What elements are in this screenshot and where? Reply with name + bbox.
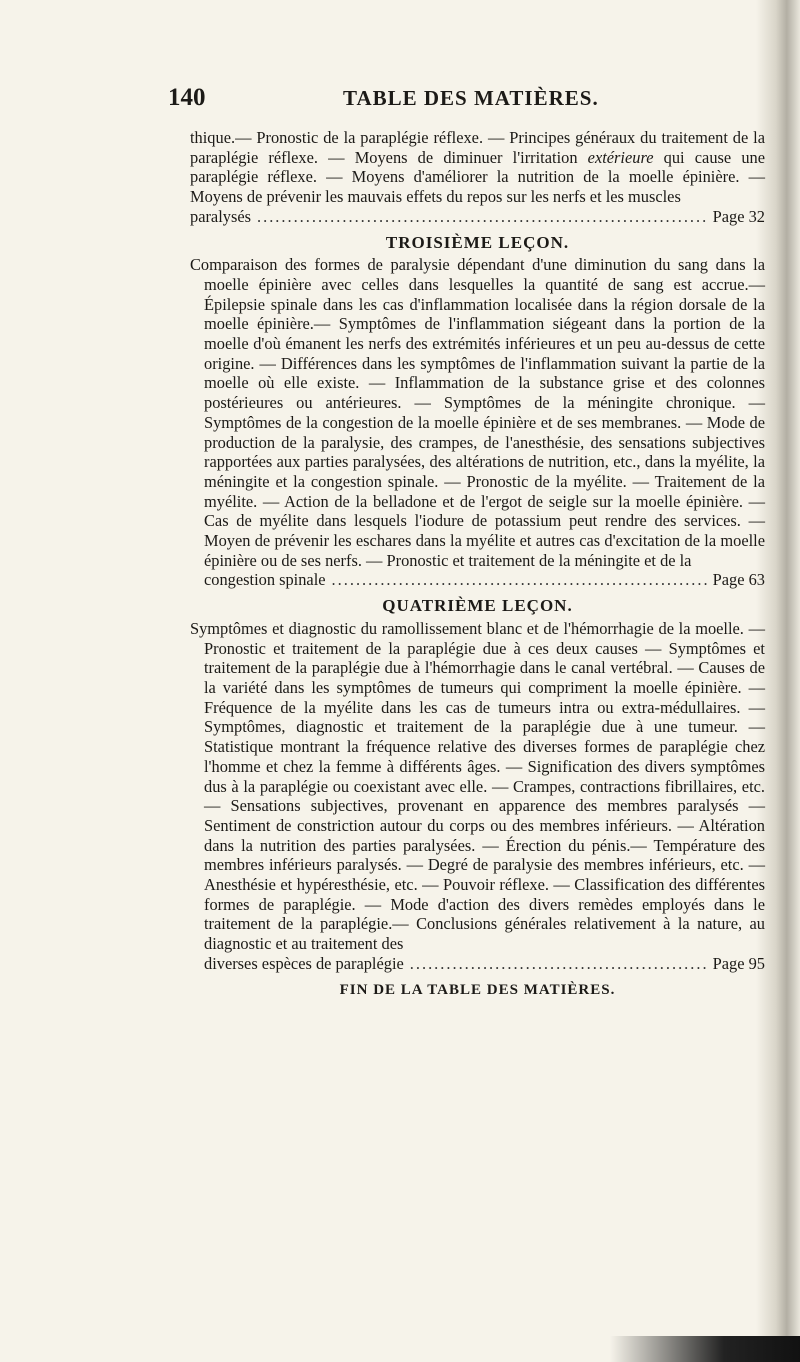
leader-dots [332, 570, 707, 590]
leader-dots [410, 954, 707, 974]
page-ref: Page 63 [712, 570, 765, 590]
entry-italic-word: extérieure [587, 147, 654, 167]
page-header [168, 84, 768, 114]
leader-dots [257, 207, 707, 227]
table-of-contents [190, 128, 765, 1000]
page-reference-line [204, 570, 765, 590]
page-reference-line [190, 207, 765, 227]
end-of-table: FIN DE LA TABLE DES MATIÈRES. [339, 981, 616, 998]
running-title: TABLE DES MATIÈRES. [343, 86, 599, 110]
entry-last-line: diverses espèces de paraplégie [204, 953, 404, 973]
continued-entry [190, 128, 765, 207]
page-reference-line [204, 954, 765, 974]
entry-text: thique.— Pronostic de la paraplégie réflexe. — Principes généraux du traitement de la paraplégie réflexe. — Moyens de diminuer l'irritation [190, 128, 765, 167]
lesson-heading: TROISIÈME LEÇON. [385, 232, 570, 252]
lesson-heading: QUATRIÈME LEÇON. [382, 596, 573, 616]
entry-last-line: paralysés [190, 206, 251, 226]
page-ref: Page 95 [712, 953, 765, 973]
page-number: 140 [168, 84, 206, 111]
page-ref: Page 32 [712, 206, 765, 226]
entry-last-line: congestion spinale [204, 570, 326, 590]
lesson-summary: Comparaison des formes de paralysie dépendant d'une diminution du sang dans la moelle épinière avec celles dans lesquelles la quantité de sang est accrue.— Épilepsie spinale dans les cas d'inflammation localisée dans la région dorsale de la moelle épinière.— Symptômes de l'inflammation siégeant dans la portion de la moelle d'où émanent les nerfs des extrémités inférieures et un peu au-dessus de cette origine. — Différences dans les symptômes de l'inflammation suivant la partie de la moelle où elle existe. — Inflammation de la substance grise et des colonnes postérieures ou antérieures. — Symptômes de la méningite chronique. — Symptômes de la congestion de la moelle épinière et de ses membranes. — Mode de production de la paralysie, des crampes, de l'anesthésie, des sensations subjectives rapportées aux parties paralysées, des altérations de nutrition, etc., dans la myélite, la méningite et la congestion spinale. — Pronostic de la myélite. — Traitement de la myélite. — Action de la belladone et de l'ergot de seigle sur la moelle épinière. — Cas de myélite dans lesquels l'iodure de potassium peut rendre des services. — Moyen de prévenir les eschares dans la myélite et autres cas d'excitation de la moelle épinière ou de ses nerfs. — Pronostic et traitement de la méningite et de la [190, 255, 765, 570]
entry-text-rest: qui cause une paraplégie réflexe. — Moyens d'améliorer la nutrition de la moelle épinière. — Moyens de prévenir les mauvais effets du repos sur les nerfs et les muscles [190, 147, 765, 207]
binding-edge-mark [610, 1336, 800, 1362]
lesson-summary: Symptômes et diagnostic du ramollissement blanc et de l'hémorrhagie de la moelle. — Pronostic et traitement de la paraplégie due à ces deux causes — Symptômes et traitement de la paraplégie due à l'hémorrhagie dans le canal vertébral. — Causes de la variété dans les symptômes de tumeurs qui compriment la moelle épinière. — Fréquence de la myélite dans les cas de tumeurs intra ou extra-médullaires. — Symptômes, diagnostic et traitement de la paraplégie due à une tumeur. — Statistique montrant la fréquence relative des diverses formes de paraplégie chez l'homme et chez la femme à différents âges. — Signification des divers symptômes dus à la paraplégie ou coexistant avec elle. — Crampes, contractions fibrillaires, etc. — Sensations subjectives, provenant en apparence des membres paralysés — Sentiment de constriction autour du corps ou des membres inférieurs. — Altération dans la nutrition des parties paralysées. — Érection du pénis.— Température des membres inférieurs paralysés. — Degré de paralysie des membres inférieurs, etc. — Anesthésie et hypéresthésie, etc. — Pouvoir réflexe. — Classification des différentes formes de paraplégie. — Mode d'action des divers remèdes employés dans le traitement de la paraplégie.— Conclusions générales relativement à la nature, au diagnostic et au traitement des [190, 618, 765, 954]
